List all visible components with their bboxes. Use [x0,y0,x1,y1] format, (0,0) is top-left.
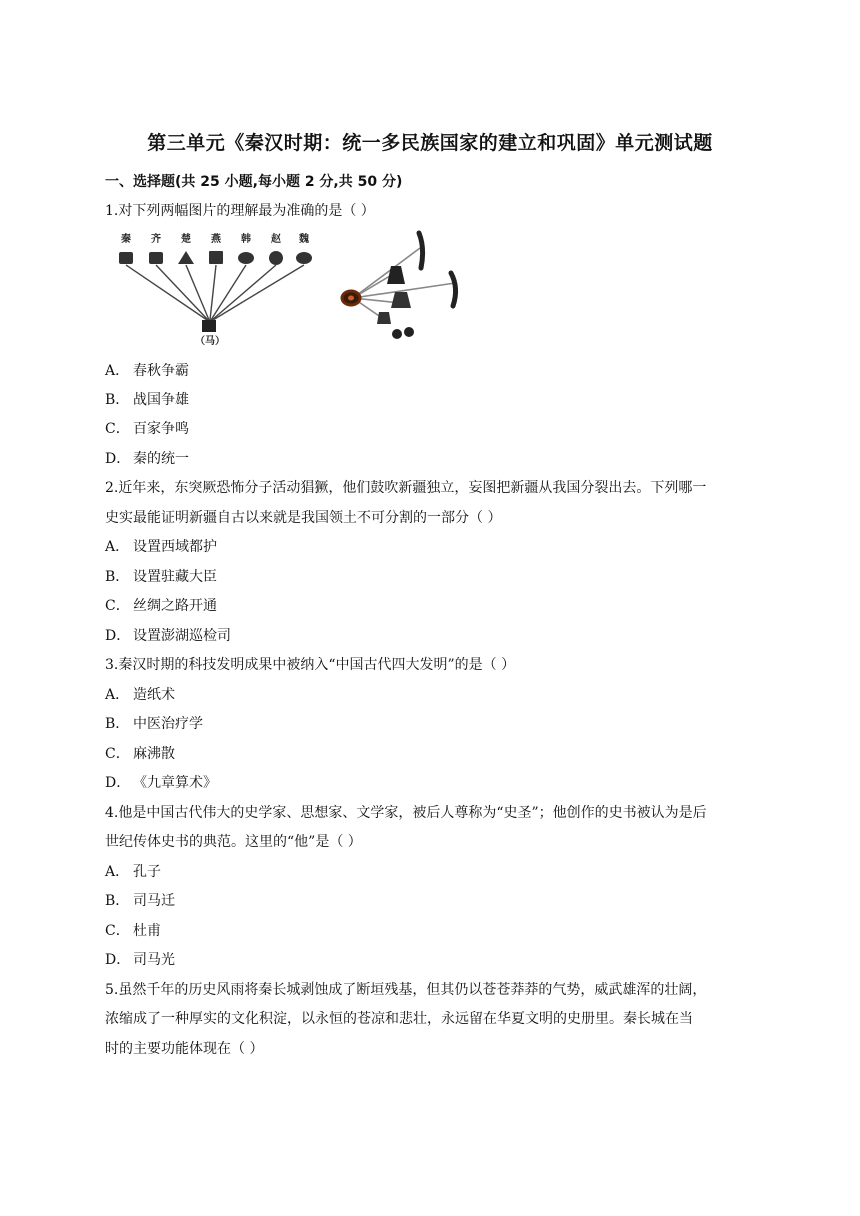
question-3-option-d[interactable]: D． 《九章算术》 [105,775,217,791]
question-4-stem-line-2: 世纪传体史书的典范。这里的“他”是（ ） [105,834,362,850]
state-label-chu: 楚 [181,234,191,245]
question-4-option-b[interactable]: B． 司马迁 [105,893,175,909]
question-1-option-d[interactable]: D． 秦的统一 [105,451,189,467]
question-1-stem: 1.对下列两幅图片的理解最为准确的是（ ） [105,203,375,219]
question-2-option-b[interactable]: B． 设置驻藏大臣 [105,569,217,585]
question-3-option-b[interactable]: B． 中医治疗学 [105,716,203,732]
question-3-option-a[interactable]: A． 造纸术 [105,687,175,703]
question-2-option-d[interactable]: D． 设置澎湖巡检司 [105,628,231,644]
question-4-option-c[interactable]: C． 杜甫 [105,923,161,939]
state-label-qin: 秦 [121,234,131,245]
question-5-stem-line-1: 5.虽然千年的历史风雨将秦长城剥蚀成了断垣残基，但其仍以苍苍莽莽的气势，威武雄浑的壮阔， [105,982,707,998]
question-1-option-a[interactable]: A． 春秋争霸 [105,363,189,379]
question-5-stem-line-3: 时的主要功能体现在（ ） [105,1041,264,1057]
question-2-option-a[interactable]: A． 设置西域都护 [105,539,217,555]
coin-glyphs [119,251,312,265]
question-1-option-c[interactable]: C． 百家争鸣 [105,421,189,437]
state-label-han: 韩 [241,234,251,245]
state-label-qi: 齐 [151,234,161,245]
coins-unification-figure [112,228,322,348]
state-label-wei: 魏 [299,234,309,245]
question-4-stem-line-1: 4.他是中国古代伟大的史学家、思想家、文学家，被后人尊称为“史圣”；他创作的史书被认为是后 [105,805,707,821]
question-3-option-c[interactable]: C． 麻沸散 [105,746,175,762]
question-4-option-d[interactable]: D． 司马光 [105,952,175,968]
state-label-zhao: 赵 [271,234,281,245]
unified-coin-label: （马） [195,336,225,347]
page-title: 第三单元《秦汉时期：统一多民族国家的建立和巩固》单元测试题 [147,132,713,154]
question-5-stem-line-2: 浓缩成了一种厚实的文化积淀，以永恒的苍凉和悲壮，永远留在华夏文明的史册里。秦长城在当 [105,1011,693,1027]
question-3-stem: 3.秦汉时期的科技发明成果中被纳入“中国古代四大发明”的是（ ） [105,657,516,673]
coins-convergence-figure [335,228,475,343]
section-heading: 一、选择题(共 25 小题,每小题 2 分,共 50 分) [105,174,403,190]
state-label-yan: 燕 [211,234,221,245]
question-2-stem-line-2: 史实最能证明新疆自古以来就是我国领土不可分割的一部分（ ） [105,510,502,526]
question-2-option-c[interactable]: C． 丝绸之路开通 [105,598,217,614]
question-4-option-a[interactable]: A． 孔子 [105,864,161,880]
question-1-option-b[interactable]: B． 战国争雄 [105,392,189,408]
question-2-stem-line-1: 2.近年来，东突厥恐怖分子活动猖獗，他们鼓吹新疆独立，妄图把新疆从我国分裂出去。下列哪一 [105,480,707,496]
